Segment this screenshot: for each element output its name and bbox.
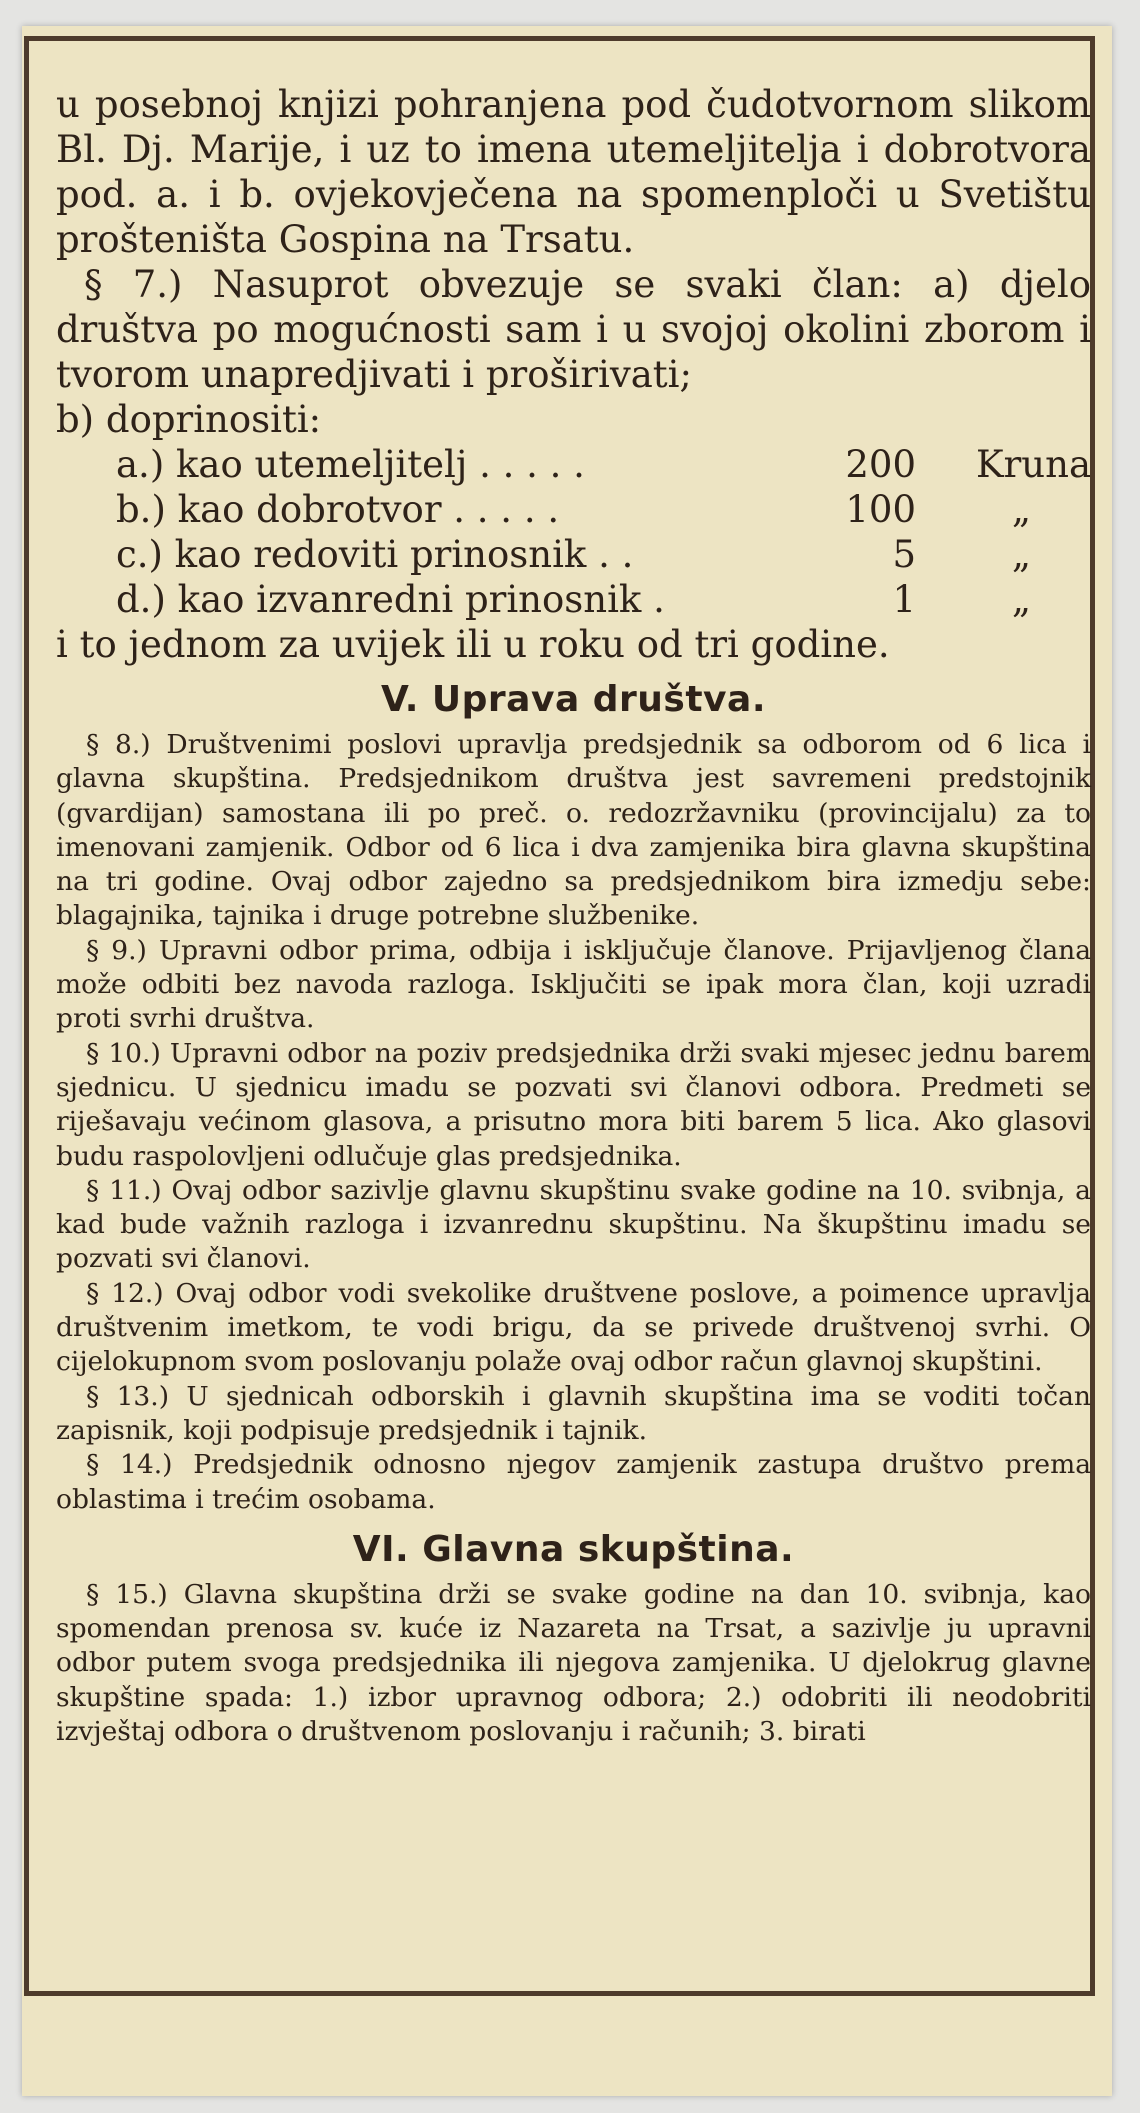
article-13: § 13.) U sjednicah odborskih i glavnih skupština ima se voditi točan zapisnik, koji podpisuje predsjednik i tajnik.: [56, 1380, 1091, 1446]
article-15: § 15.) Glavna skupština drži se svake godine na dan 10. svibnja, kao spomendan prenosa sv. kuće iz Nazareta na Trsat, a sazivlje ju upravni odbor putem svoga predsjednika ili njegova zamjenika. U djelokrug glavne skupštine spada: 1.) izbor upravnog odbora; 2.) odobriti ili neodobriti izvještaj odbora o društvenom poslovanju i računih; 3. birati: [56, 1578, 1091, 1748]
article-10: § 10.) Upravni odbor na poziv predsjednika drži svaki mjesec jednu barem sjednicu. U sjednicu imadu se pozvati svi članovi odbora. Predmeti se riješavaju većinom glasova, a prisutno mora biti barem 5 lica. Ako glasovi budu raspolovljeni odlučuje glas predsjednika.: [56, 1037, 1091, 1172]
section-vi-articles: [56, 1578, 1091, 1749]
fee-label: b.) kao dobrotvor . . . . .: [116, 488, 560, 531]
article-12: § 12.) Ovaj odbor vodi svekolike društvene poslove, a poimence upravlja društvenim imetkom, te vodi brigu, da se privede društvenoj svrhi. O cijelokupnom svom poslovanju polaže ovaj odbor račun glavnoj skupštini.: [56, 1277, 1091, 1378]
fee-row-benefactor: [56, 487, 1091, 532]
fee-amount: 200: [845, 443, 916, 486]
fee-list: [56, 442, 1091, 622]
contribute-heading: b) doprinositi:: [56, 398, 322, 441]
article-8: § 8.) Društvenimi poslovi upravlja predsjednik sa odborom od 6 lica i glavna skupština. Predsjednikom društva jest savremeni predstojnik (gvardijan) samostana ili po preč. o. redozržavniku (provincijalu) za to imenovani zamjenik. Odbor od 6 lica i dva zamjenika bira glavna skupština na tri godine. Ovaj odbor zajedno sa predsjednikom bira izmedju sebe: blagajnika, tajnika i druge potrebne službenike.: [56, 729, 1091, 932]
fee-row-regular: [56, 532, 1091, 577]
fee-unit: Kruna: [975, 443, 1091, 486]
fee-label: a.) kao utemeljitelj . . . . .: [116, 443, 585, 486]
fee-amount: 5: [892, 533, 916, 576]
article-14: § 14.) Predsjednik odnosno njegov zamjenik zastupa društvo prema oblastima i trećim osobama.: [56, 1449, 1091, 1515]
fee-row-extraordinary: [56, 577, 1091, 622]
section-title-general-assembly: VI. Glavna skupština.: [352, 1528, 795, 1570]
fee-unit: „: [1011, 533, 1031, 576]
fee-unit: „: [1011, 578, 1031, 621]
intro-block: [56, 82, 1091, 667]
fee-label: d.) kao izvanredni prinosnik .: [116, 578, 665, 621]
fee-row-founder: [56, 442, 1091, 487]
section-v-articles: [56, 728, 1091, 1517]
document-text: [56, 82, 1091, 1749]
article-7: § 7.) Nasuprot obvezuje se svaki član: a) djelo društva po mogućnosti sam i u svojoj okolini zborom i tvorom unapredjivati i proširivati;: [56, 263, 1091, 396]
fee-amount: 100: [845, 488, 916, 531]
article-9: § 9.) Upravni odbor prima, odbija i isključuje članove. Prijavljenog člana može odbiti bez navoda razloga. Isključiti se ipak mora član, koji uzradi proti svrhi društva.: [56, 934, 1091, 1035]
fee-label: c.) kao redoviti prinosnik . .: [116, 533, 634, 576]
fee-unit: „: [1011, 488, 1031, 531]
fee-amount: 1: [892, 578, 916, 621]
article-11: § 11.) Ovaj odbor sazivlje glavnu skupštinu svake godine na 10. svibnja, a kad bude važnih razloga i izvanrednu skupštinu. Na škupštinu imadu se pozvati svi članovi.: [56, 1174, 1091, 1275]
intro-paragraph-1: u posebnoj knjizi pohranjena pod čudotvornom slikom Bl. Dj. Marije, i uz to imena utemeljitelja i dobrotvora pod. a. i b. ovjekovječena na spomenploči u Svetištu prošteništa Gospina na Trsatu.: [56, 83, 1091, 261]
section-title-administration: V. Uprava društva.: [381, 679, 766, 720]
document-sheet: [22, 26, 1112, 2096]
fee-closing: i to jednom za uvijek ili u roku od tri godine.: [56, 623, 890, 666]
